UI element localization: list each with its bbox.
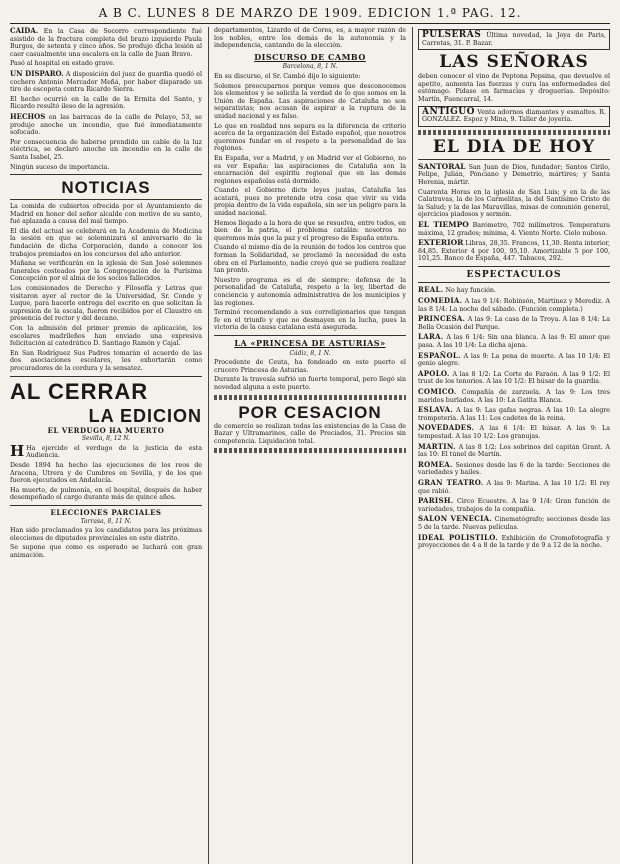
- show-times: Circo Ecuestre. A las 9 1/4: Gran función de variedades, trabajos de la compañía.: [418, 498, 610, 513]
- theater-name: LARA.: [418, 332, 444, 342]
- show-listing: [418, 333, 610, 349]
- news-item: La comida de cubiertos ofrecida por el Ayuntamiento de Madrid en honor del señor alcalde con motivo de su santo, fué aplazada a causa del mal tiempo.: [10, 203, 202, 226]
- article-dateline: Barcelona, 8, 1 N.: [282, 63, 338, 71]
- show-listing: [418, 315, 610, 331]
- news-item: [10, 441, 202, 460]
- divider: [10, 376, 202, 377]
- ad-text: deben conocer el vino de Peptona Pepsina, que devuelve el apetito, aumenta las fuerzas y cura las enfermedades del estómago. Pídase en farmacias y droguerías. Depósito: Martín, Fuencarral, 14.: [418, 73, 610, 103]
- divider: [418, 266, 610, 267]
- show-listing: [418, 370, 610, 386]
- column-left: [10, 27, 202, 864]
- news-item: Por consecuencia de haberse prendido un cable de la luz eléctrica, se declaró anoche un incendio en la calle de Santa Isabel, 25.: [10, 138, 202, 161]
- theater-name: ROMEA.: [418, 459, 453, 469]
- show-times: Cinematógrafo; secciones desde las 5 de la tarde. Nuevas películas.: [418, 516, 610, 531]
- news-item: Nuestro programa es el de siempre: defensa de la personalidad de Cataluña, respeto a la ley, libertad de conciencia y autonomía administrativa de los municipios y las regiones.: [214, 276, 406, 307]
- news-item: Con la admisión del primer premio de aplicación, los escolares madrileños han enviado una expresiva felicitación al catedrático D. Santiago Ramón y Cajal.: [10, 325, 202, 348]
- ad-headline-senoras: LAS SEÑORAS: [439, 52, 589, 73]
- news-item: El hecho ocurrió en la calle de la Ermita del Santo, y Ricardo resultó ileso de la agresión.: [10, 95, 202, 111]
- article-title: DISCURSO DE CAMBO: [254, 51, 366, 62]
- show-times: Sesiones desde las 6 de la tarde: Secciones de variedades y bailes.: [418, 461, 610, 477]
- ad-text: Venta adornos diamantes y esmaltes. R. GONZALEZ. Espoz y Mina, 9. Taller de joyería.: [422, 108, 606, 124]
- article-title: EL VERDUGO HA MUERTO: [47, 425, 165, 435]
- news-item: En su discurso, el Sr. Cambó dijo lo siguiente:: [214, 72, 361, 80]
- ad-title: PULSERAS: [422, 30, 482, 40]
- item-lead: EXTERIOR: [418, 238, 464, 248]
- column-middle: [208, 27, 406, 864]
- show-listing: [418, 461, 610, 477]
- theater-name: REAL.: [418, 285, 444, 295]
- show-listing: [418, 515, 610, 531]
- article-dateline: Cádiz, 8, 1 N.: [289, 349, 331, 357]
- article-dateline: Tarrasa, 8, 11 N.: [80, 517, 132, 525]
- news-item: Cuando el mismo día de la reunión de todos los centros que forman la Solidaridad, se proclamó la necesidad de esta obra en el Parlamento, nadie creyó que se pudiera realizar tan pronto.: [214, 244, 406, 275]
- news-item: Procedente de Ceuta, ha fondeado en este puerto el crucero Princesa de Asturias.: [214, 359, 406, 374]
- ornamental-rule: [418, 130, 610, 135]
- show-times: A las 6 1/4: El húsar. A las 9: La tempestad. A las 10 1/2: Los granujas.: [418, 425, 610, 440]
- news-item: Durante la travesía sufrió un fuerte temporal, pero llegó sin novedad alguna a este puerto.: [214, 376, 406, 391]
- show-listing: [418, 443, 610, 459]
- ad-antiguo: [418, 106, 610, 127]
- theater-name: ESLAVA.: [418, 405, 454, 415]
- show-times: A las 6 1/4: Sin una blanca. A las 9: El amor que pasa. A las 10 1/4: La dicha ajena.: [418, 334, 610, 350]
- show-times: A las 8 1/2: La Corte de Faraón. A las 9 1/2: El trust de los tenorios. A las 10 1/2: El húsar de la guardia.: [418, 370, 610, 386]
- article-dateline: Sevilla, 8, 12 N.: [81, 435, 131, 443]
- item-lead: UN DISPARO.: [10, 68, 64, 78]
- news-item: [10, 113, 202, 137]
- news-item: [10, 27, 202, 58]
- show-listing: [418, 424, 610, 440]
- divider: [418, 159, 610, 160]
- news-item: Se supone que como es esperado se luchará con gran animación.: [10, 544, 202, 559]
- headline-la-edicion: LA EDICION: [88, 405, 202, 426]
- show-times: A las 9: La casa de la Troya. A las 8 1/4: La Bella Ocasión del Parque.: [418, 316, 610, 331]
- theater-name: PARISH.: [418, 496, 454, 506]
- theater-name: SALON VENECIA.: [418, 514, 493, 524]
- news-item: Solemos preocuparnos porque vemos que desconocemos los elementos y se solicita la verdad de lo que somos en la Unión de España. Las aspiraciones de Cataluña no son separatistas; nos acusan de aspirar a la ruptura de la unidad nacional y es falso.: [214, 82, 406, 120]
- item-lead: HECHOS: [10, 111, 46, 121]
- news-item: En San Rodríguez Sus Padres tomarán el acuerdo de las dos asociaciones escolares, les exhortarán como procuradores de la cordura y la sensatez.: [10, 349, 202, 372]
- show-listing: [418, 352, 610, 368]
- item-text: San Juan de Dios, fundador; Santos Cirilo, Felipe, Julián, Pónciano y Demetrio, mártires; y Santa Herenia, mártir.: [418, 163, 610, 186]
- news-item: En España, ver a Madrid, y en Madrid ver el Gobierno, no es ver España: las aspiraciones de Cataluña son la encarnación del espíritu regional que en las demás regiones españolas está dormido.: [214, 154, 406, 185]
- item-text: en las barracas de la calle de Pelayo, 53, se produjo anoche un incendio, que fué inmediatamente sofocado.: [10, 113, 202, 137]
- theater-name: COMICO.: [418, 387, 457, 396]
- show-times: Compañía de zarzuela. A las 9: Los tres maridos burlados. A las 10: La Gatita Blanca.: [418, 389, 610, 404]
- theater-name: PRINCESA.: [418, 314, 466, 324]
- show-listing: [418, 388, 610, 404]
- news-item: Han sido proclamados ya los candidatos para las próximas elecciones de diputados provinciales en este distrito.: [10, 527, 202, 542]
- item-text: En la Casa de Socorro correspondiente fué asistido de la fractura completa del brazo izquierdo Paula Burgos, de setenta y cinco años. Se produjo dicha lesión al caer casualmente una escalera en la calle de Juan Bravo.: [10, 28, 202, 58]
- show-listing: [418, 286, 610, 295]
- show-times: A las 9: La pena de muerte. A las 10 1/4: El genio alegre.: [418, 352, 610, 368]
- news-item: Los comisionados de Derecho y Filosofía y Letras que visitaron ayer al rector de la Universidad, Sr. Conde y Luque, para hacerle entrega del escrito en que solicitan la supresión de la escala, fueron recibidos por el Claustro en presencia del rector y del decano.: [10, 285, 202, 323]
- theater-name: APOLO.: [418, 368, 450, 378]
- theater-name: COMEDIA.: [418, 296, 463, 306]
- show-times: A las 9: Las gafas negras. A las 10: La alegre trompetería. A las 11: Los cadetes de la reina.: [418, 407, 610, 422]
- show-times: No hay función.: [445, 287, 496, 295]
- divider: [10, 174, 202, 175]
- item-text: A disposición del juez de guardia quedó el cochero Antonio Mercader Meñá, por haber disparado un tiro de escopeta contra Ricardo Sierra.: [10, 70, 202, 94]
- theater-name: MARTIN.: [418, 441, 456, 451]
- news-item: [418, 221, 610, 237]
- page-header: A B C. LUNES 8 DE MARZO DE 1909. EDICION 1.ª PAG. 12.: [10, 6, 610, 24]
- divider: [214, 335, 406, 336]
- news-item: Lo que en realidad nos separa es la diferencia de criterio acerca de la organización del Estado español, que nosotros queremos fundar en el respeto a la personalidad de las regiones.: [214, 122, 406, 153]
- ad-title: ANTIGUO: [422, 106, 475, 117]
- show-times: Exhibición de Cromofotografía y proyecciones de 4 a 8 de la tarde y de 9 a 12 de la noche.: [418, 534, 610, 550]
- news-item: departamentos, Lizardo el de Cores, es, a mayor razón de los nobles, entre los demás de la autonomía y la independencia, cantando de la elección.: [214, 27, 406, 50]
- item-lead: CAÍDA.: [10, 27, 39, 35]
- news-item: El día del actual se celebrará en la Academia de Medicina la sesión en que se solemnizará el aniversario de la fundación de dicha Corporación, dando a conocer los trabajos premiados en los concursos del año anterior.: [10, 227, 202, 258]
- news-item: Hemos llegado a la hora de que se resuelva, entre todos, en bien de la patria, el problema catalán: nosotros no queremos más que la paz y el progreso de España entera.: [214, 219, 406, 242]
- show-listing: [418, 297, 610, 313]
- item-text: Libras, 28,35. Francos, 11,30. Renta interior, 84,85. Exterior 4 por 100, 95,10. Amortizable 5 por 100, 101,25. Banco de España, 447. Tabacos, 292.: [418, 240, 610, 263]
- news-item: [10, 70, 202, 94]
- news-item: Cuarenta Horas en la iglesia de San Luis; y en la de las Calatravas, la de los Carmelitas, la del Santísimo Cristo de la Salud; y la de las Maravillas, misas de comunión general, ejercicios piadosos y sermón.: [418, 188, 610, 219]
- item-lead: EL TIEMPO: [418, 219, 469, 229]
- show-listing: [418, 534, 610, 550]
- ad-text: Última novedad, la Joya de Paris, Carretas, 31. P. Bazar.: [422, 32, 606, 47]
- show-times: A las 8 1/2: Los sobrinos del capitán Grant. A las 10: El túnel de Martín.: [418, 443, 610, 459]
- headline-al-cerrar: AL CERRAR: [10, 378, 149, 404]
- dropcap: H: [10, 441, 25, 460]
- show-listing: [418, 497, 610, 513]
- theater-name: IDEAL POLISTILO.: [418, 532, 498, 542]
- section-title-noticias: NOTICIAS: [61, 178, 151, 198]
- news-item: [418, 239, 610, 263]
- news-item: Ha muerto, de pulmonía, en el hospital, después de haber desempeñado el cargo durante más de quince años.: [10, 486, 202, 502]
- columns: [10, 27, 610, 864]
- article-title: ELECCIONES PARCIALES: [50, 507, 162, 517]
- news-item: [418, 163, 610, 187]
- news-item: Mañana se verificarán en la iglesia de San José solemnes funerales costeados por la Congregación de la Purísima Concepción por el alma de los socios fallecidos.: [10, 260, 202, 283]
- item-text: Ha ejercido el verdugo de la justicia de esta Audiencia.: [26, 444, 202, 460]
- ad-pulseras: [418, 29, 610, 50]
- theater-name: ESPAÑOL.: [418, 350, 461, 360]
- news-item: Terminó recomendando a sus correligionarios que tengan fe en el triunfo y que no desmayen en la lucha, pues la victoria de la causa catalana está asegurada.: [214, 309, 406, 332]
- ad-headline-cesacion: POR CESACION: [238, 402, 382, 422]
- show-times: A las 9 1/4: Robinsón, Martínez y Merediz. A las 8 1/4: La noche del sábado. (Función completa.): [418, 298, 610, 313]
- show-listing: [418, 479, 610, 495]
- item-lead: SANTORAL: [418, 161, 466, 171]
- column-right: [412, 27, 610, 864]
- article-title: LA «PRINCESA DE ASTURIAS»: [234, 337, 386, 348]
- show-listing: [418, 406, 610, 422]
- item-text: Barómetro, 702 milímetros. Temperatura máxima, 12 grados; mínima, 4. Viento Norte. Cielo nuboso.: [418, 221, 610, 237]
- news-item: Desde 1894 ha hecho las ejecuciones de los reos de Aracena, Utrera y de Cumbres en Sevilla, y de los que fueron ejecutados en Andalucía.: [10, 461, 202, 485]
- ornamental-rule: [214, 448, 406, 453]
- divider: [418, 282, 610, 283]
- divider: [10, 199, 202, 200]
- section-title-espectaculos: ESPECTACULOS: [466, 269, 562, 280]
- ad-text: de comercio se realizan todas las existencias de la Casa de Bazar y Ultramarinos, calle de Preciados, 31. Precios sin competencia. Liquidación total.: [214, 422, 406, 445]
- show-times: A las 9: Marina. A las 10 1/2: El rey que rabió.: [418, 479, 610, 495]
- news-item: Pasó al hospital en estado grave.: [10, 60, 115, 68]
- divider: [10, 505, 202, 506]
- news-item: Ningún suceso de importancia.: [10, 163, 110, 171]
- news-item: Cuando el Gobierno dicte leyes justas, Cataluña las acatará, pues no pretende otra cosa que vivir su vida propia dentro de la vida española, sin ser un peligro para la unidad nacional.: [214, 187, 406, 218]
- theater-name: GRAN TEATRO.: [418, 477, 484, 487]
- section-title-dia-de-hoy: EL DIA DE HOY: [432, 136, 596, 157]
- theater-name: NOVEDADES.: [418, 423, 475, 433]
- ornamental-rule: [214, 395, 406, 400]
